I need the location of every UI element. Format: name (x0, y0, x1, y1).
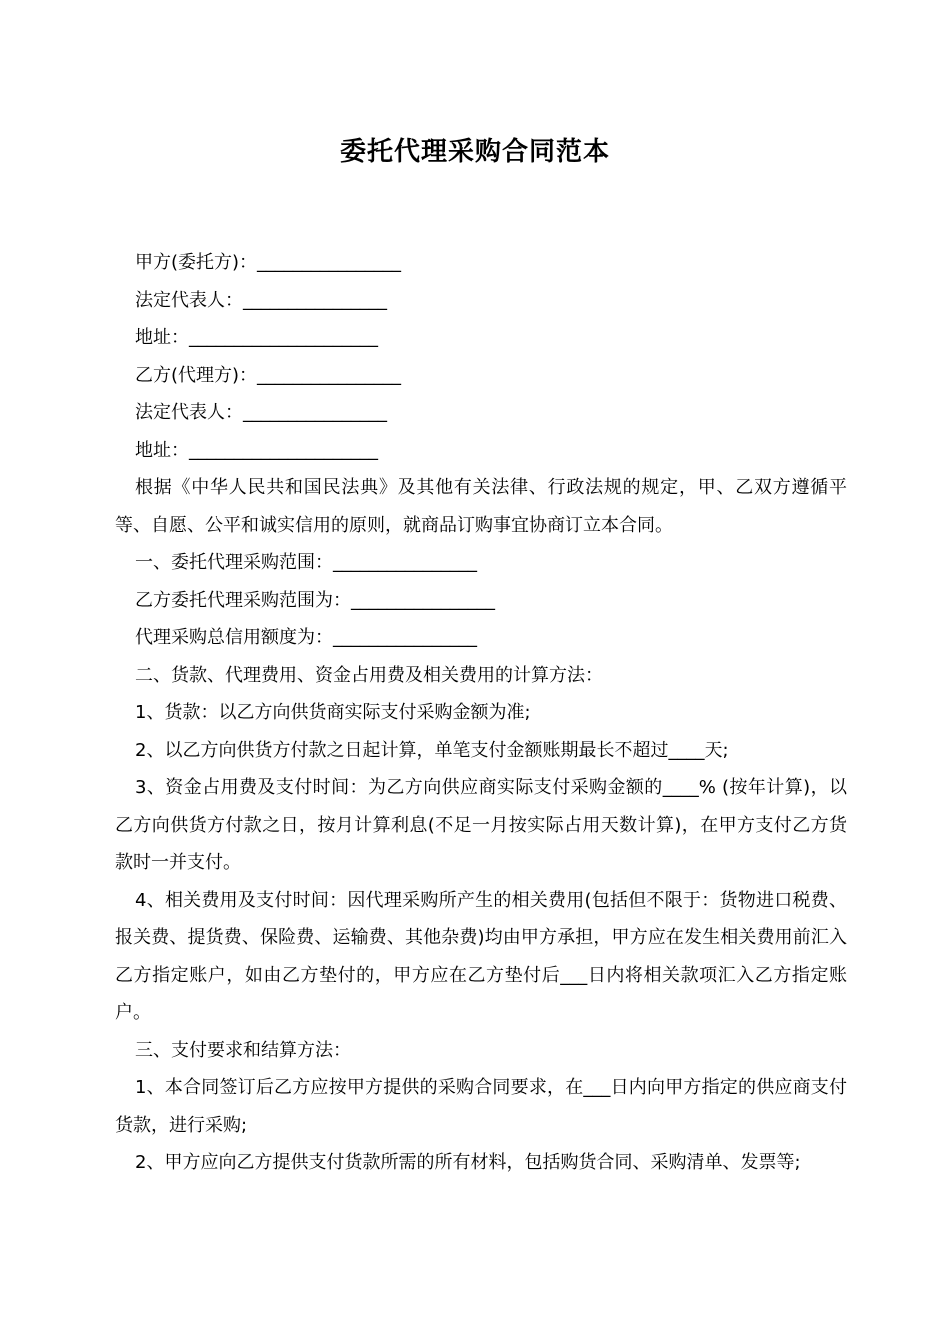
party-a-address-line: 地址：_____________________ (135, 327, 378, 348)
section-2-item-1: 1、货款：以乙方向供货商实际支付采购金额为准; (135, 702, 531, 723)
section-3-item-2: 2、甲方应向乙方提供支付货款所需的所有材料，包括购货合同、采购清单、发票等; (135, 1152, 801, 1173)
section-3-item-1: 1、本合同签订后乙方应按甲方提供的采购合同要求，在___日内向甲方指定的供应商支付货款，进行采购; (115, 1077, 847, 1136)
section-1-scope: 乙方委托代理采购范围为：________________ (135, 589, 495, 611)
section-2-item-2: 2、以乙方向供货方付款之日起计算，单笔支付金额账期最长不超过____天; (135, 739, 729, 761)
party-b-address-line: 地址：_____________________ (135, 439, 378, 461)
section-3-heading: 三、支付要求和结算方法： (135, 1039, 351, 1061)
party-b-representative-line: 法定代表人：________________ (135, 402, 387, 423)
party-b-line: 乙方(代理方)：________________ (135, 364, 402, 386)
party-a-representative-line: 法定代表人：________________ (135, 289, 387, 311)
section-1-credit-limit: 代理采购总信用额度为：________________ (135, 627, 477, 648)
section-1-heading: 一、委托代理采购范围：________________ (135, 552, 477, 573)
section-2-heading: 二、货款、代理费用、资金占用费及相关费用的计算方法： (135, 664, 603, 686)
document-title: 委托代理采购合同范本 (339, 137, 610, 167)
preamble-paragraph: 根据《中华人民共和国民法典》及其他有关法律、行政法规的规定，甲、乙双方遵循平等、自愿、公平和诚实信用的原则，就商品订购事宜协商订立本合同。 (115, 477, 847, 536)
document-body (115, 244, 847, 1182)
party-a-line: 甲方(委托方)：________________ (135, 252, 402, 273)
section-2-item-3: 3、资金占用费及支付时间：为乙方向供应商实际支付采购金额的____% (按年计算)，以乙方向供货方付款之日，按月计算利息(不足一月按实际占用天数计算)，在甲方支付乙方货款时一并支付。 (115, 777, 847, 873)
section-2-item-4: 4、相关费用及支付时间：因代理采购所产生的相关费用(包括但不限于：货物进口税费、报关费、提货费、保险费、运输费、其他杂费)均由甲方承担，甲方应在发生相关费用前汇入乙方指定账户，如由乙方垫付的，甲方应在乙方垫付后___日内将相关款项汇入乙方指定账户。 (115, 889, 847, 1023)
